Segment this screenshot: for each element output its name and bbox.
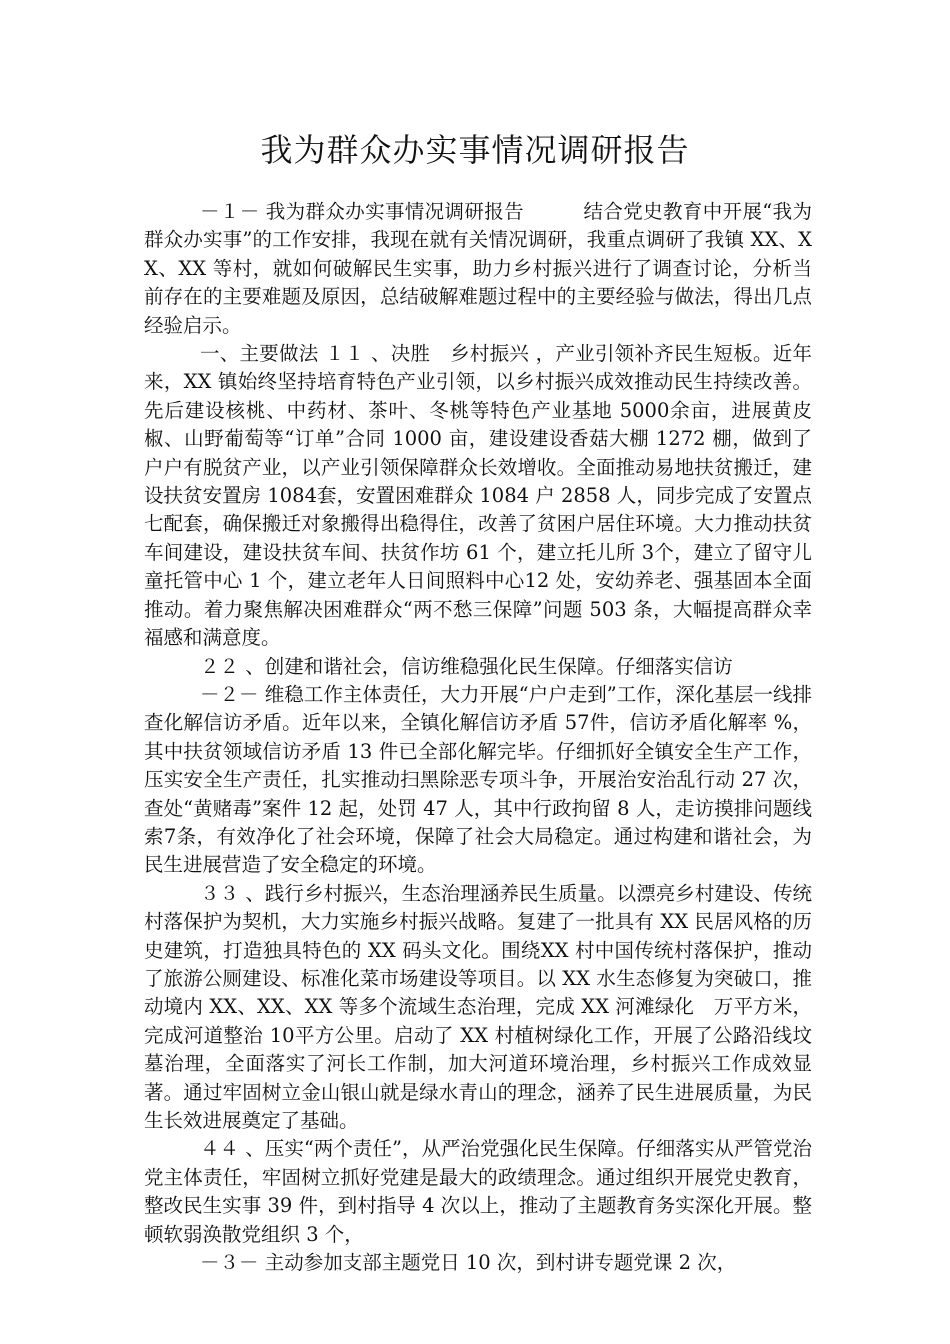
paragraph-section-2-start: ２２ 、创建和谐社会，信访维稳强化民生保障。仔细落实信访 — [200, 654, 733, 678]
paragraph-section-2-continued: －２－ 维稳工作主体责任，大力开展“户户走到”工作，深化基层一线排查化解信访矛盾。近年以来，全镇化解信访矛盾 57件，信访矛盾化解率 %，其中扶贫领域信访矛盾 13 件已全部化解完毕。仔细抓好全镇安全生产工作，压实安全生产责任，扎实推动扫黑除恶专项斗争，开展治安治乱行动 27 次，查处“黄赌毒”案件 12 起，处罚 47 人，其中行政拘留 8 人，走访摸排问题线索7条，有效净化了社会环境，保障了社会大局稳定。通过构建和谐社会，为民生进展营造了安全稳定的环境。 — [144, 682, 812, 877]
paragraph-section-1: 一、主要做法 １１ 、决胜 乡村振兴 ，产业引领补齐民生短板。近年来，XX 镇始终坚持培育特色产业引领，以乡村振兴成效推动民生持续改善。先后建设核桃、中药材、茶叶、冬桃等特色产业基地 5000余亩，进展黄皮椒、山野葡萄等“订单”合同 1000 亩，建设建设香菇大棚 1272 棚，做到了户户有脱贫产业，以产业引领保障群众长效增收。全面推动易地扶贫搬迁，建设扶贫安置房 1084套，安置困难群众 1084 户 2858 人，同步完成了安置点七配套，确保搬迁对象搬得出稳得住，改善了贫困户居住环境。大力推动扶贫车间建设，建设扶贫车间、扶贫作坊 61 个，建立托儿所 3个，建立了留守儿童托管中心 1 个，建立老年人日间照料中心12 处，安幼养老、强基固本全面推动。着力聚焦解决困难群众“两不愁三保障”问题 503 条，大幅提高群众幸福感和满意度。 — [144, 342, 812, 650]
paragraph-section-3: ３３ 、践行乡村振兴，生态治理涵养民生质量。以漂亮乡村建设、传统村落保护为契机，大力实施乡村振兴战略。复建了一批具有 XX 民居风格的历史建筑，打造独具特色的 XX 码头文化。围绕XX 村中国传统村落保护，推动了旅游公厕建设、标准化菜市场建设等项目。以 XX 水生态修复为突破口，推动境内 XX、XX、XX 等多个流域生态治理，完成 XX 河滩绿化 万平方米，完成河道整治 10平方公里。启动了 XX 村植树绿化工作，开展了公路沿线坟墓治理，全面落实了河长工作制，加大河道环境治理，乡村振兴工作成效显著。通过牢固树立金山银山就是绿水青山的理念，涵养了民生进展质量，为民生长效进展奠定了基础。 — [144, 881, 812, 1132]
paragraph-section-4-continued: －３－ 主动参加支部主题党日 10 次，到村讲专题党课 2 次， — [200, 1251, 737, 1275]
paragraph-section-4: ４４ 、压实“两个责任”，从严治党强化民生保障。仔细落实从严管党治党主体责任，牢固树立抓好党建是最大的政绩理念。通过组织开展党史教育，整改民生实事 39 件，到村指导 4 次以上，推动了主题教育务实深化开展。整顿软弱涣散党组织 3 个， — [144, 1137, 812, 1246]
document-body — [144, 198, 812, 1277]
document-title: 我为群众办实事情况调研报告 — [260, 131, 690, 169]
paragraph-intro: －１－ 我为群众办实事情况调研报告 结合党史教育中开展“我为群众办实事”的工作安排，我现在就有关情况调研，我重点调研了我镇 XX、XX、XX 等村，就如何破解民生实事，助力乡村振兴进行了调查讨论，分析当前存在的主要难题及原因，总结破解难题过程中的主要经验与做法，得出几点经验启示。 — [144, 200, 812, 337]
